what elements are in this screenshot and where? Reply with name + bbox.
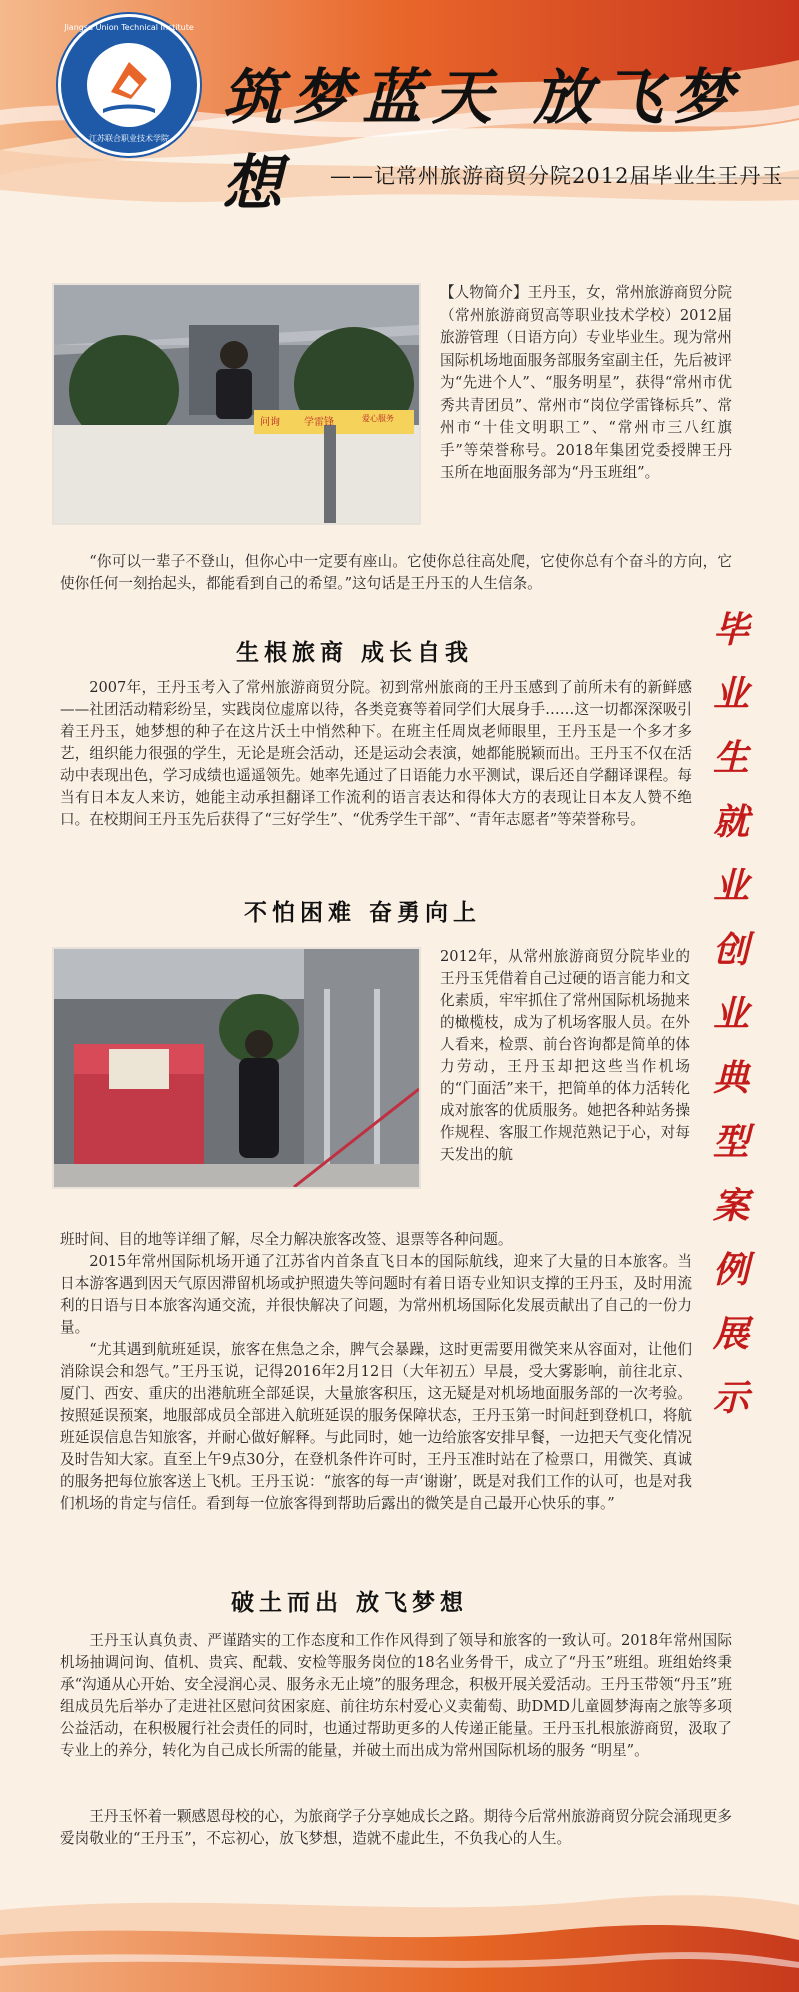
profile-photo-airport-counter — [52, 283, 421, 525]
photo-airport-service-desk — [52, 947, 421, 1189]
vertical-banner-text: 毕 业 生 就 业 创 业 典 型 案 例 展 示 — [712, 609, 749, 1419]
section-2-paragraph-1-cont: 班时间、目的地等详细了解，尽全力解决旅客改签、退票等各种问题。 — [60, 1231, 513, 1248]
section-heading-3: 破土而出 放飞梦想 — [231, 1590, 469, 1616]
intro-paragraph: 【人物简介】王丹玉，女，常州旅游商贸分院（常州旅游商贸高等职业技术学校）2012届旅游管理（日语方向）专业毕业生。现为常州国际机场地面服务部服务室副主任，先后被评为“先进个人”、“服务明星”，获得“常州市优秀共青团员”、常州市“岗位学雷锋标兵”、常州市“十佳文明职工”、“常州市三八红旗手”等荣誉称号。2018年集团党委授牌王丹玉所在地面服务部为“丹玉班组”。 — [440, 284, 732, 481]
section-2-paragraph-2: 2015年常州国际机场开通了江苏省内首条直飞日本的国际航线，迎来了大量的日本旅客。当日本游客遇到因天气原因滞留机场或护照遗失等问题时有着日语专业知识支撑的王丹玉，及时用流利的日语与日本旅客沟通交流，并很快解决了问题，为常州机场国际化发展贡献出了自己的一份力量。 — [60, 1253, 692, 1336]
logo-text-cn: 江苏联合职业技术学院 — [89, 134, 169, 143]
header-banner — [0, 0, 799, 235]
section-2-paragraph-1: 2012年，从常州旅游商贸分院毕业的王丹玉凭借着自己过硬的语言能力和文化素质，牢牢抓住了常州国际机场抛来的橄榄枝，成为了机场客服人员。在外人看来，检票、前台咨询都是简单的体力劳动，王丹玉却把这些当作机场的“门面活”来干，把简单的体力活转化成对旅客的优质服务。她把各种站务操作规程、客服工作规范熟记于心，对每天发出的航 — [440, 948, 690, 1163]
section-2-paragraph-3: “尤其遇到航班延误，旅客在焦急之余，脾气会暴躁，这时更需要用微笑来从容面对，让他们消除误会和怨气。”王丹玉说，记得2016年2月12日（大年初五）早晨，受大雾影响，前往北京、厦门、西安、重庆的出港航班全部延误，大量旅客积压，这无疑是对机场地面服务部的一次考验。按照延误预案，地服部成员全部进入航班延误的服务保障状态，王丹玉第一时间赶到登机口，将航班延误信息告知旅客，并耐心做好解释。与此同时，她一边给旅客安排早餐，一边把天气变化情况及时告知大家。直至上午9点30分，在登机条件许可时，王丹玉准时站在了检票口，用微笑、真诚的服务把每位旅客送上飞机。王丹玉说：“旅客的每一声‘谢谢’，既是对我们工作的认可，也是对我们机场的肯定与信任。看到每一位旅客得到帮助后露出的微笑是自己最开心快乐的事。” — [60, 1341, 692, 1512]
page-subtitle: ——记常州旅游商贸分院2012届毕业生王丹玉 — [330, 164, 784, 188]
motto-paragraph: “你可以一辈子不登山，但你心中一定要有座山。它使你总往高处爬，它使你总有个奋斗的方向，它使你任何一刻抬起头，都能看到自己的希望。”这句话是王丹玉的人生信条。 — [60, 553, 732, 592]
section-heading-1: 生根旅商 成长自我 — [236, 640, 474, 666]
sign-caring-service: 爱心服务 — [362, 414, 394, 423]
logo-text-en: Jiangsu Union Technical Institute — [64, 23, 194, 32]
sign-learn-leifeng: 学雷锋 — [304, 417, 334, 428]
page-title: 筑梦蓝天 放飞梦想 — [222, 63, 743, 219]
section-3-paragraph-2: 王丹玉怀着一颗感恩母校的心，为旅商学子分享她成长之路。期待今后常州旅游商贸分院会涌现更多爱岗敬业的“王丹玉”，不忘初心，放飞梦想，造就不虚此生，不负我心的人生。 — [60, 1808, 732, 1847]
sign-inquiry: 问询 — [260, 417, 280, 428]
section-1-paragraph: 2007年，王丹玉考入了常州旅游商贸分院。初到常州旅商的王丹玉感到了前所未有的新鲜感——社团活动精彩纷呈，实践岗位虚席以待，各类竞赛等着同学们大展身手……这一切都深深吸引着王丹玉，她梦想的种子在这片沃土中悄然种下。在班主任周岚老师眼里，王丹玉是一个多才多艺，组织能力很强的学生，无论是班会活动，还是运动会表演，她都能脱颖而出。王丹玉不仅在活动中表现出色，学习成绩也遥遥领先。她率先通过了日语能力水平测试，课后还自学翻译课程。每当有日本友人来访，她能主动承担翻译工作流利的语言表达和得体大方的表现让日本友人赞不绝口。在校期间王丹玉先后获得了“三好学生”、“优秀学生干部”、“青年志愿者”等荣誉称号。 — [60, 679, 692, 828]
school-logo — [58, 14, 200, 156]
section-heading-2: 不怕困难 奋勇向上 — [244, 900, 482, 926]
footer-banner — [0, 1880, 799, 1992]
footer-wave-decoration — [0, 1880, 799, 1992]
section-3-paragraph-1: 王丹玉认真负责、严谨踏实的工作态度和工作作风得到了领导和旅客的一致认可。2018年常州国际机场抽调问询、值机、贵宾、配载、安检等服务岗位的18名业务骨干，成立了“丹玉”班组。班组始终秉承“沟通从心开始、安全浸润心灵、服务永无止境”的服务理念，积极开展关爱活动。王丹玉带领“丹玉”班组成员先后举办了走进社区慰问贫困家庭、前往坊东村爱心义卖葡萄、助DMD儿童圆梦海南之旅等多项公益活动，在积极履行社会责任的同时，也通过帮助更多的人传递正能量。王丹玉扎根旅游商贸，汲取了专业上的养分，转化为自己成长所需的能量，并破土而出成为常州国际机场的服务 “明星”。 — [60, 1632, 732, 1759]
